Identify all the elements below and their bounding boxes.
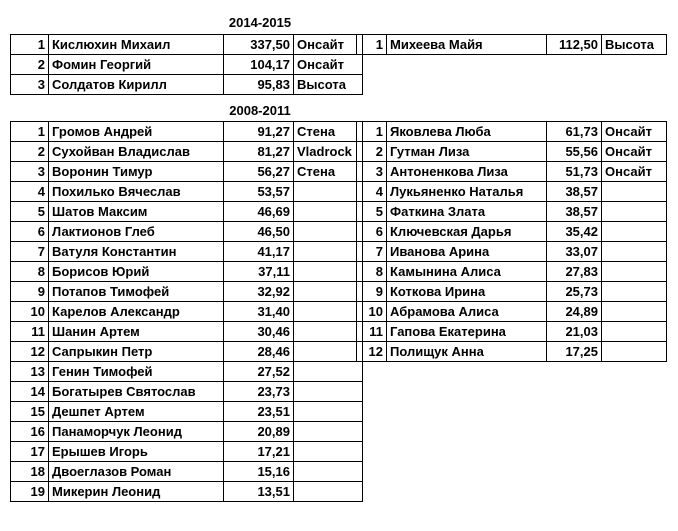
name-cell: Лукьяненко Наталья: [387, 182, 547, 202]
tag-cell: Онсайт: [602, 162, 667, 182]
table-row: [11, 35, 363, 55]
name-cell: Кислюхин Михаил: [49, 35, 224, 55]
tag-cell: [602, 202, 667, 222]
name-cell: Лактионов Глеб: [49, 222, 224, 242]
name-cell: Дешпет Артем: [49, 402, 224, 422]
rank-cell: 6: [11, 222, 49, 242]
table-2008-2011-right: [356, 121, 667, 362]
name-cell: Фомин Георгий: [49, 55, 224, 75]
score-cell: 51,73: [547, 162, 602, 182]
score-cell: 337,50: [224, 35, 294, 55]
score-cell: 37,11: [224, 262, 294, 282]
tag-cell: Онсайт: [602, 122, 667, 142]
table-row: [357, 342, 667, 362]
rank-cell: 1: [11, 122, 49, 142]
table-row: [357, 202, 667, 222]
name-cell: Михеева Майя: [387, 35, 547, 55]
name-cell: Антоненкова Лиза: [387, 162, 547, 182]
name-cell: Богатырев Святослав: [49, 382, 224, 402]
tag-cell: [602, 182, 667, 202]
table-row: [357, 302, 667, 322]
name-cell: Ерышев Игорь: [49, 442, 224, 462]
score-cell: 46,50: [224, 222, 294, 242]
section-title-2014-2015: 2014-2015: [228, 15, 292, 30]
rank-cell: 12: [11, 342, 49, 362]
rank-cell: 17: [11, 442, 49, 462]
score-cell: 35,42: [547, 222, 602, 242]
rank-cell: 8: [11, 262, 49, 282]
table-row: [11, 242, 363, 262]
tag-cell: Высота: [602, 35, 667, 55]
rank-cell: 14: [11, 382, 49, 402]
rank-cell: 5: [357, 202, 387, 222]
table-row: [11, 182, 363, 202]
tag-cell: Онсайт: [602, 142, 667, 162]
rank-cell: 4: [357, 182, 387, 202]
tag-cell: [294, 182, 363, 202]
rank-cell: 3: [11, 75, 49, 95]
table-row: [357, 122, 667, 142]
score-cell: 20,89: [224, 422, 294, 442]
rank-cell: 8: [357, 262, 387, 282]
tag-cell: [294, 342, 363, 362]
table-2014-2015-left: [10, 34, 363, 95]
name-cell: Похилько Вячеслав: [49, 182, 224, 202]
name-cell: Иванова Арина: [387, 242, 547, 262]
tag-cell: [294, 362, 363, 382]
score-cell: 61,73: [547, 122, 602, 142]
tag-cell: Высота: [294, 75, 363, 95]
rank-cell: 9: [357, 282, 387, 302]
rank-cell: 18: [11, 462, 49, 482]
table-row: [357, 242, 667, 262]
tag-cell: [294, 402, 363, 422]
score-cell: 23,73: [224, 382, 294, 402]
score-cell: 17,25: [547, 342, 602, 362]
score-cell: 27,83: [547, 262, 602, 282]
name-cell: Генин Тимофей: [49, 362, 224, 382]
rank-cell: 11: [11, 322, 49, 342]
table-row: [11, 202, 363, 222]
table-row: [11, 75, 363, 95]
tag-cell: [294, 262, 363, 282]
name-cell: Громов Андрей: [49, 122, 224, 142]
rank-cell: 11: [357, 322, 387, 342]
tag-cell: Стена: [294, 162, 363, 182]
score-cell: 13,51: [224, 482, 294, 502]
tag-cell: [294, 202, 363, 222]
tag-cell: [294, 422, 363, 442]
score-cell: 31,40: [224, 302, 294, 322]
rank-cell: 3: [11, 162, 49, 182]
name-cell: Абрамова Алиса: [387, 302, 547, 322]
score-cell: 55,56: [547, 142, 602, 162]
table-row: [357, 142, 667, 162]
tag-cell: Онсайт: [294, 35, 363, 55]
tag-cell: [294, 482, 363, 502]
tag-cell: [602, 262, 667, 282]
rank-cell: 4: [11, 182, 49, 202]
rank-cell: 1: [357, 122, 387, 142]
score-cell: 25,73: [547, 282, 602, 302]
table-row: [357, 262, 667, 282]
tag-cell: [602, 322, 667, 342]
score-cell: 33,07: [547, 242, 602, 262]
tag-cell: [602, 242, 667, 262]
table-row: [357, 182, 667, 202]
tag-cell: Vladrock: [294, 142, 363, 162]
score-cell: 104,17: [224, 55, 294, 75]
tag-cell: [602, 222, 667, 242]
tag-cell: [294, 442, 363, 462]
rank-cell: 13: [11, 362, 49, 382]
score-cell: 46,69: [224, 202, 294, 222]
name-cell: Ключевская Дарья: [387, 222, 547, 242]
table-row: [11, 162, 363, 182]
tag-cell: [294, 302, 363, 322]
rank-cell: 7: [11, 242, 49, 262]
tag-cell: [602, 302, 667, 322]
name-cell: Карелов Александр: [49, 302, 224, 322]
score-cell: 23,51: [224, 402, 294, 422]
name-cell: Гутман Лиза: [387, 142, 547, 162]
table-row: [11, 322, 363, 342]
rank-cell: 5: [11, 202, 49, 222]
name-cell: Микерин Леонид: [49, 482, 224, 502]
name-cell: Воронин Тимур: [49, 162, 224, 182]
tag-cell: Стена: [294, 122, 363, 142]
score-cell: 38,57: [547, 202, 602, 222]
rank-cell: 12: [357, 342, 387, 362]
score-cell: 28,46: [224, 342, 294, 362]
rank-cell: 16: [11, 422, 49, 442]
rank-cell: 10: [357, 302, 387, 322]
score-cell: 32,92: [224, 282, 294, 302]
name-cell: Камынина Алиса: [387, 262, 547, 282]
rank-cell: 7: [357, 242, 387, 262]
score-cell: 112,50: [547, 35, 602, 55]
rank-cell: 9: [11, 282, 49, 302]
table-row: [357, 322, 667, 342]
table-row: [11, 262, 363, 282]
score-cell: 17,21: [224, 442, 294, 462]
name-cell: Яковлева Люба: [387, 122, 547, 142]
score-cell: 91,27: [224, 122, 294, 142]
score-cell: 81,27: [224, 142, 294, 162]
score-cell: 56,27: [224, 162, 294, 182]
tag-cell: [294, 242, 363, 262]
tag-cell: Онсайт: [294, 55, 363, 75]
table-row: [11, 122, 363, 142]
tag-cell: [294, 282, 363, 302]
rank-cell: 1: [11, 35, 49, 55]
table-row: [357, 162, 667, 182]
name-cell: Шатов Максим: [49, 202, 224, 222]
table-row: [11, 442, 363, 462]
rank-cell: 3: [357, 162, 387, 182]
name-cell: Потапов Тимофей: [49, 282, 224, 302]
name-cell: Шанин Артем: [49, 322, 224, 342]
table-row: [357, 35, 667, 55]
score-cell: 24,89: [547, 302, 602, 322]
score-cell: 53,57: [224, 182, 294, 202]
name-cell: Борисов Юрий: [49, 262, 224, 282]
name-cell: Солдатов Кирилл: [49, 75, 224, 95]
score-cell: 15,16: [224, 462, 294, 482]
name-cell: Фаткина Злата: [387, 202, 547, 222]
table-row: [11, 55, 363, 75]
table-row: [11, 142, 363, 162]
name-cell: Гапова Екатерина: [387, 322, 547, 342]
table-row: [11, 362, 363, 382]
table-row: [11, 422, 363, 442]
table-row: [357, 282, 667, 302]
score-cell: 41,17: [224, 242, 294, 262]
rank-cell: 6: [357, 222, 387, 242]
name-cell: Сапрыкин Петр: [49, 342, 224, 362]
score-cell: 30,46: [224, 322, 294, 342]
tag-cell: [294, 222, 363, 242]
score-cell: 95,83: [224, 75, 294, 95]
name-cell: Панаморчук Леонид: [49, 422, 224, 442]
rank-cell: 1: [357, 35, 387, 55]
rank-cell: 19: [11, 482, 49, 502]
table-row: [11, 342, 363, 362]
table-row: [11, 302, 363, 322]
name-cell: Двоеглазов Роман: [49, 462, 224, 482]
rank-cell: 2: [11, 142, 49, 162]
name-cell: Полищук Анна: [387, 342, 547, 362]
table-row: [11, 382, 363, 402]
tag-cell: [602, 282, 667, 302]
score-cell: 38,57: [547, 182, 602, 202]
tag-cell: [294, 462, 363, 482]
table-2008-2011-left: [10, 121, 363, 502]
name-cell: Коткова Ирина: [387, 282, 547, 302]
table-row: [11, 282, 363, 302]
table-row: [11, 402, 363, 422]
table-2014-2015-right: [356, 34, 667, 55]
rank-cell: 2: [357, 142, 387, 162]
score-cell: 21,03: [547, 322, 602, 342]
tag-cell: [602, 342, 667, 362]
table-row: [357, 222, 667, 242]
tag-cell: [294, 322, 363, 342]
tag-cell: [294, 382, 363, 402]
score-cell: 27,52: [224, 362, 294, 382]
rank-cell: 15: [11, 402, 49, 422]
table-row: [11, 482, 363, 502]
name-cell: Ватуля Константин: [49, 242, 224, 262]
section-title-2008-2011: 2008-2011: [229, 103, 291, 118]
table-row: [11, 462, 363, 482]
table-row: [11, 222, 363, 242]
name-cell: Сухойван Владислав: [49, 142, 224, 162]
rank-cell: 10: [11, 302, 49, 322]
rank-cell: 2: [11, 55, 49, 75]
